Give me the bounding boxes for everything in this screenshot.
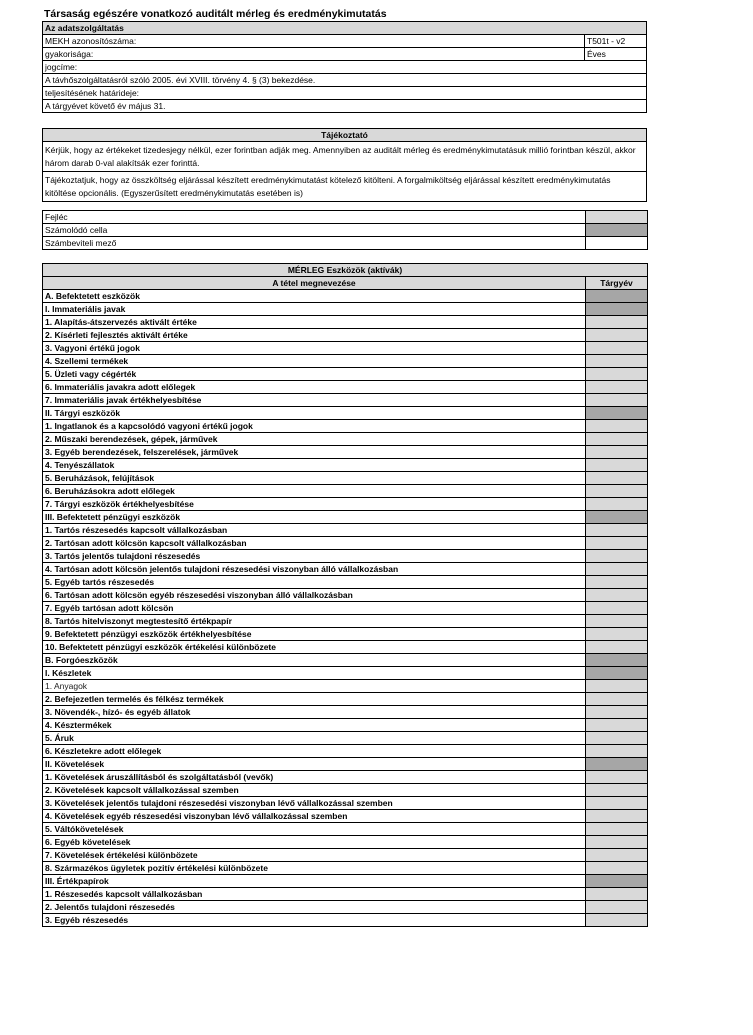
- row-label: 6. Immateriális javakra adott előlegek: [45, 382, 196, 392]
- info-paragraph-1: [43, 142, 646, 172]
- value-input-cell[interactable]: [585, 472, 647, 484]
- value-input-cell[interactable]: [585, 628, 647, 640]
- balance-sheet-title-row: [43, 264, 647, 277]
- value-input-cell[interactable]: [585, 797, 647, 809]
- value-input-cell[interactable]: [585, 394, 647, 406]
- table-row: [43, 550, 647, 563]
- balance-sheet-rows: [43, 290, 647, 926]
- table-row: [43, 290, 647, 303]
- value-input-cell[interactable]: [585, 355, 647, 367]
- value-input-cell[interactable]: [585, 888, 647, 900]
- data-provision-table: [42, 21, 647, 113]
- row-label: 4. Tenyészállatok: [45, 460, 115, 470]
- row-label: III. Értékpapírok: [45, 876, 109, 886]
- column-header-value: Tárgyév: [585, 277, 647, 289]
- data-provision-header: [43, 22, 646, 35]
- legend-input-label: Számbeviteli mező: [45, 238, 117, 248]
- table-row: [43, 563, 647, 576]
- balance-sheet-title: MÉRLEG Eszközök (aktívák): [287, 265, 403, 275]
- row-label: 9. Befektetett pénzügyi eszközök értékhelyesbítése: [45, 629, 252, 639]
- balance-sheet-column-header: [43, 277, 647, 290]
- row-label: 7. Egyéb tartósan adott kölcsön: [45, 603, 174, 613]
- legend-table: [42, 210, 648, 250]
- table-row: [43, 524, 647, 537]
- row-label: 7. Immateriális javak értékhelyesbítése: [45, 395, 202, 405]
- row-label: 4. Tartósan adott kölcsön jelentős tulajdoni részesedési viszonyban álló vállalkozásban: [45, 564, 399, 574]
- frequency-label: gyakorisága:: [45, 49, 94, 59]
- calculated-cell: [585, 654, 647, 666]
- value-input-cell[interactable]: [585, 732, 647, 744]
- row-label: 6. Tartósan adott kölcsön egyéb részesedési viszonyban álló vállalkozásban: [45, 590, 353, 600]
- legend-input-swatch: [585, 237, 647, 249]
- row-label: 3. Követelések jelentős tulajdoni részesedési viszonyban lévő vállalkozással szemben: [45, 798, 393, 808]
- table-row: [43, 706, 647, 719]
- table-row: [43, 667, 647, 680]
- table-row: [43, 329, 647, 342]
- column-header-name: A tétel megnevezése: [272, 278, 356, 288]
- row-label: 5. Üzleti vagy cégérték: [45, 369, 137, 379]
- table-row: [43, 693, 647, 706]
- table-row: [43, 823, 647, 836]
- table-row: [43, 836, 647, 849]
- deadline-row: [43, 87, 646, 112]
- legend-row-input: [43, 237, 647, 249]
- value-input-cell[interactable]: [585, 641, 647, 653]
- calculated-cell: [585, 875, 647, 887]
- row-label: 8. Tartós hitelviszonyt megtestesítő értékpapír: [45, 616, 232, 626]
- table-row: [43, 446, 647, 459]
- data-provision-header-label: Az adatszolgáltatás: [45, 23, 124, 33]
- row-label: II. Követelések: [45, 759, 105, 769]
- table-row: [43, 602, 647, 615]
- table-row: [43, 342, 647, 355]
- table-row: [43, 862, 647, 875]
- row-label: 2. Műszaki berendezések, gépek, járművek: [45, 434, 218, 444]
- row-label: 3. Egyéb berendezések, felszerelések, járművek: [45, 447, 239, 457]
- info-header-label: Tájékoztató: [321, 130, 368, 140]
- value-input-cell[interactable]: [585, 706, 647, 718]
- calculated-cell: [585, 758, 647, 770]
- row-label: 6. Egyéb követelések: [45, 837, 131, 847]
- row-label: 1. Ingatlanok és a kapcsolódó vagyoni értékű jogok: [45, 421, 253, 431]
- table-row: [43, 407, 647, 420]
- value-input-cell[interactable]: [585, 381, 647, 393]
- table-row: [43, 394, 647, 407]
- value-input-cell[interactable]: [585, 784, 647, 796]
- row-label: 5. Beruházások, felújítások: [45, 473, 155, 483]
- table-row: [43, 810, 647, 823]
- value-input-cell[interactable]: [585, 901, 647, 913]
- value-input-cell[interactable]: [585, 810, 647, 822]
- table-row: [43, 537, 647, 550]
- row-label: 2. Kísérleti fejlesztés aktivált értéke: [45, 330, 188, 340]
- value-input-cell[interactable]: [585, 823, 647, 835]
- calculated-cell: [585, 511, 647, 523]
- row-label: 4. Késztermékek: [45, 720, 112, 730]
- legal-basis-row: [43, 61, 646, 87]
- table-row: [43, 420, 647, 433]
- table-row: [43, 758, 647, 771]
- table-row: [43, 628, 647, 641]
- table-row: [43, 732, 647, 745]
- table-row: [43, 901, 647, 914]
- value-input-cell[interactable]: [585, 602, 647, 614]
- value-input-cell[interactable]: [585, 368, 647, 380]
- table-row: [43, 316, 647, 329]
- calculated-cell: [585, 290, 647, 302]
- row-label: I. Immateriális javak: [45, 304, 126, 314]
- row-label: 1. Követelések áruszállításból és szolgáltatásból (vevők): [45, 772, 274, 782]
- table-row: [43, 888, 647, 901]
- row-label: 4. Szellemi termékek: [45, 356, 129, 366]
- row-label: III. Befektetett pénzügyi eszközök: [45, 512, 181, 522]
- frequency-value: Éves: [584, 48, 646, 60]
- value-input-cell[interactable]: [585, 446, 647, 458]
- row-label: 3. Növendék-, hízó- és egyéb állatok: [45, 707, 191, 717]
- value-input-cell[interactable]: [585, 914, 647, 926]
- row-label: A. Befektetett eszközök: [45, 291, 140, 301]
- info-text-1: Kérjük, hogy az értékeket tizedesjegy nélkül, ezer forintban adják meg. Amennyiben az auditált mérleg és eredménykimutatásuk millió forintban készül, akkor három darab 0-val alakítsák ezer forinttá.: [45, 145, 636, 168]
- table-row: [43, 771, 647, 784]
- row-label: 5. Áruk: [45, 733, 74, 743]
- row-label: I. Készletek: [45, 668, 92, 678]
- table-row: [43, 914, 647, 926]
- table-row: [43, 576, 647, 589]
- value-input-cell[interactable]: [585, 576, 647, 588]
- deadline-label: teljesítésének határideje:: [43, 87, 646, 100]
- row-label: 1. Alapítás-átszervezés aktivált értéke: [45, 317, 197, 327]
- row-label: 3. Vagyoni értékű jogok: [45, 343, 140, 353]
- row-label: 2. Tartósan adott kölcsön kapcsolt vállalkozásban: [45, 538, 247, 548]
- table-row: [43, 368, 647, 381]
- value-input-cell[interactable]: [585, 498, 647, 510]
- row-label: 2. Befejezetlen termelés és félkész termékek: [45, 694, 224, 704]
- row-label: 8. Származékos ügyletek pozitív értékelési különbözete: [45, 863, 268, 873]
- table-row: [43, 615, 647, 628]
- legend-calculated-swatch: [585, 224, 647, 236]
- row-label: 4. Követelések egyéb részesedési viszonyban lévő vállalkozással szemben: [45, 811, 348, 821]
- row-label: 1. Tartós részesedés kapcsolt vállalkozásban: [45, 525, 228, 535]
- table-row: [43, 498, 647, 511]
- row-label: 7. Tárgyi eszközök értékhelyesbítése: [45, 499, 194, 509]
- value-input-cell[interactable]: [585, 524, 647, 536]
- legal-basis-value: A távhőszolgáltatásról szóló 2005. évi XVIII. törvény 4. § (3) bekezdése.: [45, 75, 316, 85]
- row-label: 3. Tartós jelentős tulajdoni részesedés: [45, 551, 201, 561]
- value-input-cell[interactable]: [585, 693, 647, 705]
- row-label: 3. Egyéb részesedés: [45, 915, 129, 925]
- table-row: [43, 654, 647, 667]
- value-input-cell[interactable]: [585, 862, 647, 874]
- legend-row-calculated: [43, 224, 647, 237]
- value-input-cell[interactable]: [585, 550, 647, 562]
- table-row: [43, 472, 647, 485]
- mekh-value: T501t - v2: [584, 35, 646, 47]
- info-paragraph-2: [43, 172, 646, 201]
- calculated-cell: [585, 303, 647, 315]
- legend-row-header: [43, 211, 647, 224]
- value-input-cell[interactable]: [585, 745, 647, 757]
- value-input-cell[interactable]: [585, 342, 647, 354]
- value-input-cell[interactable]: [585, 537, 647, 549]
- legal-basis-label: jogcíme:: [43, 61, 646, 74]
- value-input-cell[interactable]: [585, 836, 647, 848]
- value-input-cell[interactable]: [585, 849, 647, 861]
- row-label: 1. Anyagok: [45, 681, 88, 691]
- table-row: [43, 719, 647, 732]
- value-input-cell[interactable]: [585, 615, 647, 627]
- page-title: Társaság egészére vonatkozó auditált mérleg és eredménykimutatás: [44, 8, 387, 20]
- row-label: 7. Követelések értékelési különbözete: [45, 850, 198, 860]
- table-row: [43, 355, 647, 368]
- value-input-cell[interactable]: [585, 719, 647, 731]
- row-label: 5. Váltókövetelések: [45, 824, 124, 834]
- mekh-label: MEKH azonosítószáma:: [45, 36, 137, 46]
- row-label: B. Forgóeszközök: [45, 655, 118, 665]
- calculated-cell: [585, 407, 647, 419]
- row-label: 1. Részesedés kapcsolt vállalkozásban: [45, 889, 203, 899]
- value-input-cell[interactable]: [585, 680, 647, 692]
- info-text-2: Tájékoztatjuk, hogy az összköltség eljárással készített eredménykimutatást kötelező kitölteni. A forgalmiköltség eljárással készített eredménykimutatás kitöltése opcionális. (Egyszerűsített eredménykimutatás esetében is): [45, 175, 611, 198]
- value-input-cell[interactable]: [585, 485, 647, 497]
- table-row: [43, 381, 647, 394]
- table-row: [43, 680, 647, 693]
- balance-sheet-table: [42, 263, 648, 927]
- table-row: [43, 459, 647, 472]
- value-input-cell[interactable]: [585, 433, 647, 445]
- row-label: 2. Jelentős tulajdoni részesedés: [45, 902, 175, 912]
- table-row: [43, 433, 647, 446]
- frequency-row: [43, 48, 646, 61]
- table-row: [43, 745, 647, 758]
- calculated-cell: [585, 667, 647, 679]
- table-row: [43, 849, 647, 862]
- table-row: [43, 641, 647, 654]
- info-table: [42, 128, 647, 202]
- table-row: [43, 511, 647, 524]
- row-label: 10. Befektetett pénzügyi eszközök értékelési különbözete: [45, 642, 276, 652]
- value-input-cell[interactable]: [585, 420, 647, 432]
- value-input-cell[interactable]: [585, 316, 647, 328]
- value-input-cell[interactable]: [585, 459, 647, 471]
- legend-header-swatch: [585, 211, 647, 223]
- legend-calculated-label: Számolódó cella: [45, 225, 108, 235]
- value-input-cell[interactable]: [585, 563, 647, 575]
- deadline-value: A tárgyévet követő év május 31.: [45, 101, 166, 111]
- info-header: [43, 129, 646, 142]
- table-row: [43, 589, 647, 602]
- table-row: [43, 875, 647, 888]
- mekh-row: [43, 35, 646, 48]
- row-label: II. Tárgyi eszközök: [45, 408, 121, 418]
- value-input-cell[interactable]: [585, 771, 647, 783]
- row-label: 6. Beruházásokra adott előlegek: [45, 486, 175, 496]
- table-row: [43, 485, 647, 498]
- value-input-cell[interactable]: [585, 329, 647, 341]
- row-label: 2. Követelések kapcsolt vállalkozással szemben: [45, 785, 239, 795]
- row-label: 6. Készletekre adott előlegek: [45, 746, 162, 756]
- table-row: [43, 303, 647, 316]
- value-input-cell[interactable]: [585, 589, 647, 601]
- legend-header-label: Fejléc: [45, 212, 68, 222]
- table-row: [43, 797, 647, 810]
- table-row: [43, 784, 647, 797]
- row-label: 5. Egyéb tartós részesedés: [45, 577, 155, 587]
